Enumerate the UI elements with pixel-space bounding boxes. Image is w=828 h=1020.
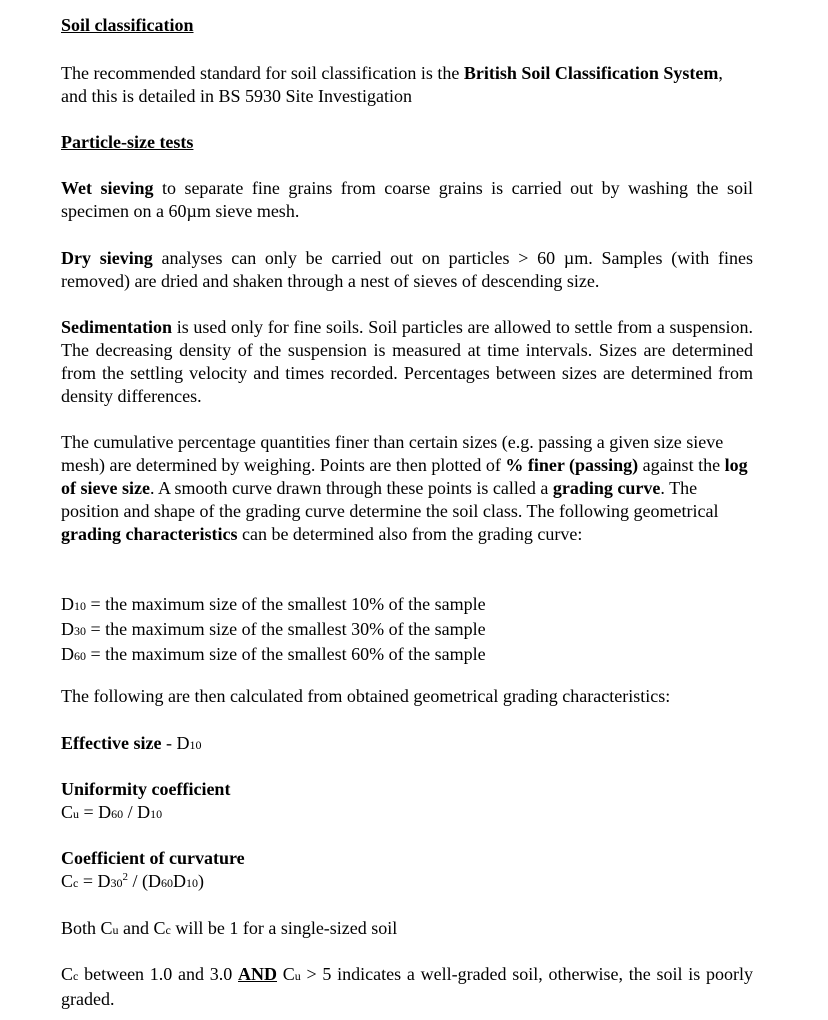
cumulative-text-2: against the	[638, 455, 725, 475]
cumulative-text-3: . A smooth curve drawn through these points is called a	[149, 478, 553, 498]
effective-size	[61, 732, 753, 757]
wet-sieving-paragraph	[61, 177, 753, 223]
note-text: C	[61, 964, 74, 984]
wet-sieving-term: Wet sieving	[61, 178, 154, 198]
formula-subscript: u	[73, 807, 80, 821]
formula-part: = D	[79, 802, 112, 822]
effective-size-label: Effective size	[61, 733, 162, 753]
definition-symbol: D	[61, 594, 74, 614]
cumulative-bold-grading-curve: grading curve	[552, 478, 661, 498]
uniformity-coefficient	[61, 778, 753, 826]
formula-part: C	[61, 871, 74, 891]
effective-size-subscript: 10	[189, 738, 202, 752]
calculated-intro: The following are then calculated from obtained geometrical grading characteristics:	[61, 686, 671, 706]
uniformity-formula	[61, 801, 753, 826]
intro-bold-standard: British Soil Classification System	[463, 63, 719, 83]
formula-part: C	[61, 802, 74, 822]
formula-part: )	[198, 871, 204, 891]
note-subscript: u	[294, 969, 301, 983]
definition-text: = the maximum size of the smallest 60% of the sample	[86, 644, 486, 664]
note-text: C	[277, 964, 295, 984]
curvature-label: Coefficient of curvature	[61, 848, 245, 868]
heading-soil-classification: Soil classification	[61, 15, 194, 35]
definition-d30	[61, 618, 753, 643]
note-and-emphasis: AND	[238, 964, 278, 984]
well-graded-note	[61, 963, 753, 1011]
formula-subscript: 10	[186, 876, 198, 890]
formula-subscript: 60	[161, 876, 173, 890]
formula-subscript: 30	[110, 876, 123, 890]
definition-symbol: D	[61, 619, 74, 639]
definition-subscript: 30	[74, 624, 86, 638]
cumulative-text-4: . The position and shape of the grading curve determine the soil class. The following geometrical	[61, 478, 719, 521]
dry-sieving-paragraph	[61, 247, 753, 293]
definition-d10	[61, 593, 753, 618]
sedimentation-paragraph	[61, 316, 753, 408]
uniformity-label: Uniformity coefficient	[61, 779, 231, 799]
curvature-formula	[61, 870, 753, 895]
cumulative-bold-characteristics: grading characteristics	[61, 524, 238, 544]
cumulative-paragraph	[61, 431, 753, 546]
effective-size-symbol: - D	[161, 733, 190, 753]
single-sized-note	[61, 917, 753, 942]
definition-d60	[61, 643, 753, 668]
dry-sieving-term: Dry sieving	[61, 248, 153, 268]
note-text: and C	[118, 918, 166, 938]
cumulative-bold-log: log of sieve size	[61, 455, 748, 498]
definition-subscript: 60	[74, 649, 86, 663]
definitions-list	[61, 593, 753, 668]
definition-text: = the maximum size of the smallest 10% of the sample	[86, 594, 486, 614]
formula-subscript: 60	[111, 807, 124, 821]
note-text: Both C	[61, 918, 113, 938]
cumulative-text-1: The cumulative percentage quantities finer than certain sizes (e.g. passing a given size sieve mesh) are determined by weighing. Points are then plotted of	[61, 432, 724, 475]
formula-subscript: c	[73, 876, 79, 890]
note-text: will be 1 for a single-sized soil	[170, 918, 398, 938]
coefficient-of-curvature	[61, 847, 753, 895]
note-text: between 1.0 and 3.0	[78, 964, 239, 984]
heading-particle-size-tests: Particle-size tests	[61, 132, 194, 152]
formula-subscript: 10	[150, 807, 163, 821]
formula-superscript: 2	[122, 871, 128, 883]
definition-subscript: 10	[74, 599, 86, 613]
formula-part: = D	[78, 871, 111, 891]
dry-sieving-text: analyses can only be carried out on particles > 60 µm. Samples (with fines removed) are dried and shaken through a nest of sieves of descending size.	[61, 248, 753, 291]
formula-part: / D	[123, 802, 151, 822]
formula-part: D	[173, 871, 186, 891]
definition-symbol: D	[61, 644, 74, 664]
sedimentation-text: is used only for fine soils. Soil particles are allowed to settle from a suspension. The decreasing density of the suspension is measured at time intervals. Sizes are determined from the settling velocity and times recorded. Percentages between sizes are determined from density differences.	[61, 317, 753, 406]
intro-text-2: , and this is detailed in BS 5930 Site Investigation	[61, 63, 723, 106]
formula-part: / (D	[128, 871, 161, 891]
wet-sieving-text: to separate fine grains from coarse grains is carried out by washing the soil specimen on a 60µm sieve mesh.	[61, 178, 753, 221]
sedimentation-term: Sedimentation	[61, 317, 173, 337]
note-subscript: c	[165, 923, 171, 937]
cumulative-text-5: can be determined also from the grading curve:	[237, 524, 583, 544]
note-subscript: c	[73, 969, 79, 983]
cumulative-bold-finer: % finer (passing)	[505, 455, 639, 475]
definition-text: = the maximum size of the smallest 30% of the sample	[86, 619, 486, 639]
note-subscript: u	[112, 923, 119, 937]
note-text: > 5 indicates a well-graded soil, otherwise, the soil is poorly graded.	[61, 964, 753, 1009]
intro-text-1: The recommended standard for soil classification is the	[61, 63, 464, 83]
intro-paragraph	[61, 62, 753, 108]
